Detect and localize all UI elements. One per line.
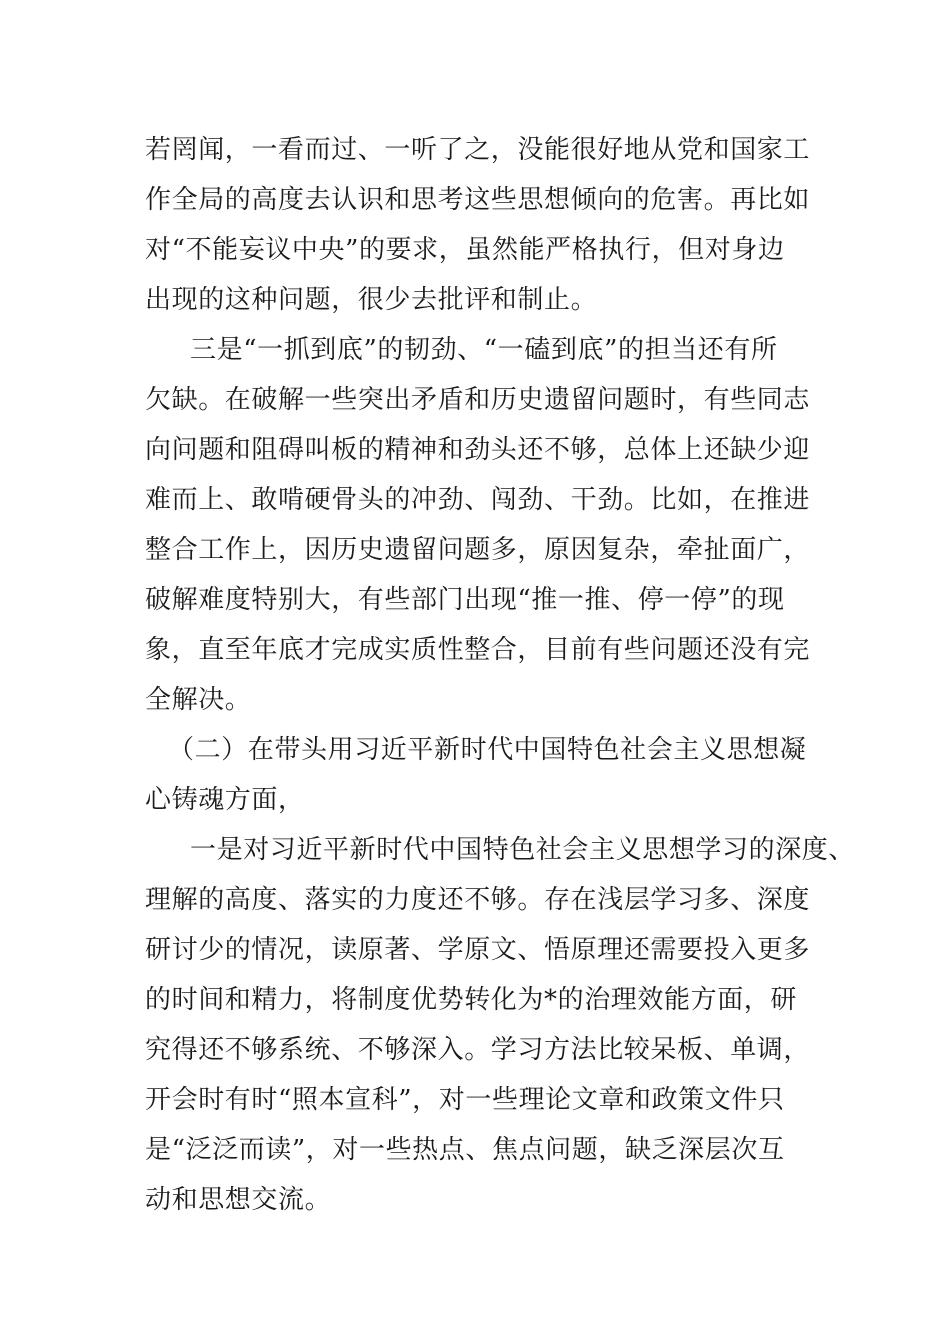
text-line: 象，直至年底才完成实质性整合，目前有些问题还没有完 bbox=[145, 635, 811, 665]
text-line: 对“不能妄议中央”的要求，虽然能严格执行，但对身边 bbox=[145, 235, 785, 265]
text-line: 全解决。 bbox=[145, 685, 252, 715]
text-line: 是“泛泛而读”，对一些热点、焦点问题，缺乏深层次互 bbox=[145, 1135, 785, 1165]
text-line: 破解难度特别大，有些部门出现“推一推、停一停”的现 bbox=[145, 585, 785, 615]
paragraph-first-line: 三是“一抓到底”的韧劲、“一磕到底”的担当还有所 bbox=[190, 335, 778, 365]
text-line: 向问题和阻碍叫板的精神和劲头还不够，总体上还缺少迎 bbox=[145, 435, 811, 465]
section-heading: （二）在带头用习近平新时代中国特色社会主义思想凝 bbox=[168, 735, 807, 765]
text-line: 整合工作上，因历史遗留问题多，原因复杂，牵扯面广， bbox=[145, 535, 811, 565]
text-line: 若罔闻，一看而过、一听了之，没能很好地从党和国家工 bbox=[145, 135, 811, 165]
paragraph-first-line: 一是对习近平新时代中国特色社会主义思想学习的深度、 bbox=[190, 835, 856, 865]
text-line: 作全局的高度去认识和思考这些思想倾向的危害。再比如 bbox=[145, 185, 811, 215]
section-heading-cont: 心铸魂方面， bbox=[145, 785, 305, 815]
text-line: 研讨少的情况，读原著、学原文、悟原理还需要投入更多 bbox=[145, 935, 811, 965]
text-line: 开会时有时“照本宣科”，对一些理论文章和政策文件只 bbox=[145, 1085, 785, 1115]
text-line: 动和思想交流。 bbox=[145, 1185, 332, 1215]
text-line: 的时间和精力，将制度优势转化为*的治理效能方面，研 bbox=[145, 985, 798, 1015]
text-line: 欠缺。在破解一些突出矛盾和历史遗留问题时，有些同志 bbox=[145, 385, 811, 415]
text-line: 究得还不够系统、不够深入。学习方法比较呆板、单调， bbox=[145, 1035, 811, 1065]
text-line: 难而上、敢啃硬骨头的冲劲、闯劲、干劲。比如，在推进 bbox=[145, 485, 811, 515]
text-line: 出现的这种问题，很少去批评和制止。 bbox=[145, 285, 598, 315]
text-line: 理解的高度、落实的力度还不够。存在浅层学习多、深度 bbox=[145, 885, 811, 915]
